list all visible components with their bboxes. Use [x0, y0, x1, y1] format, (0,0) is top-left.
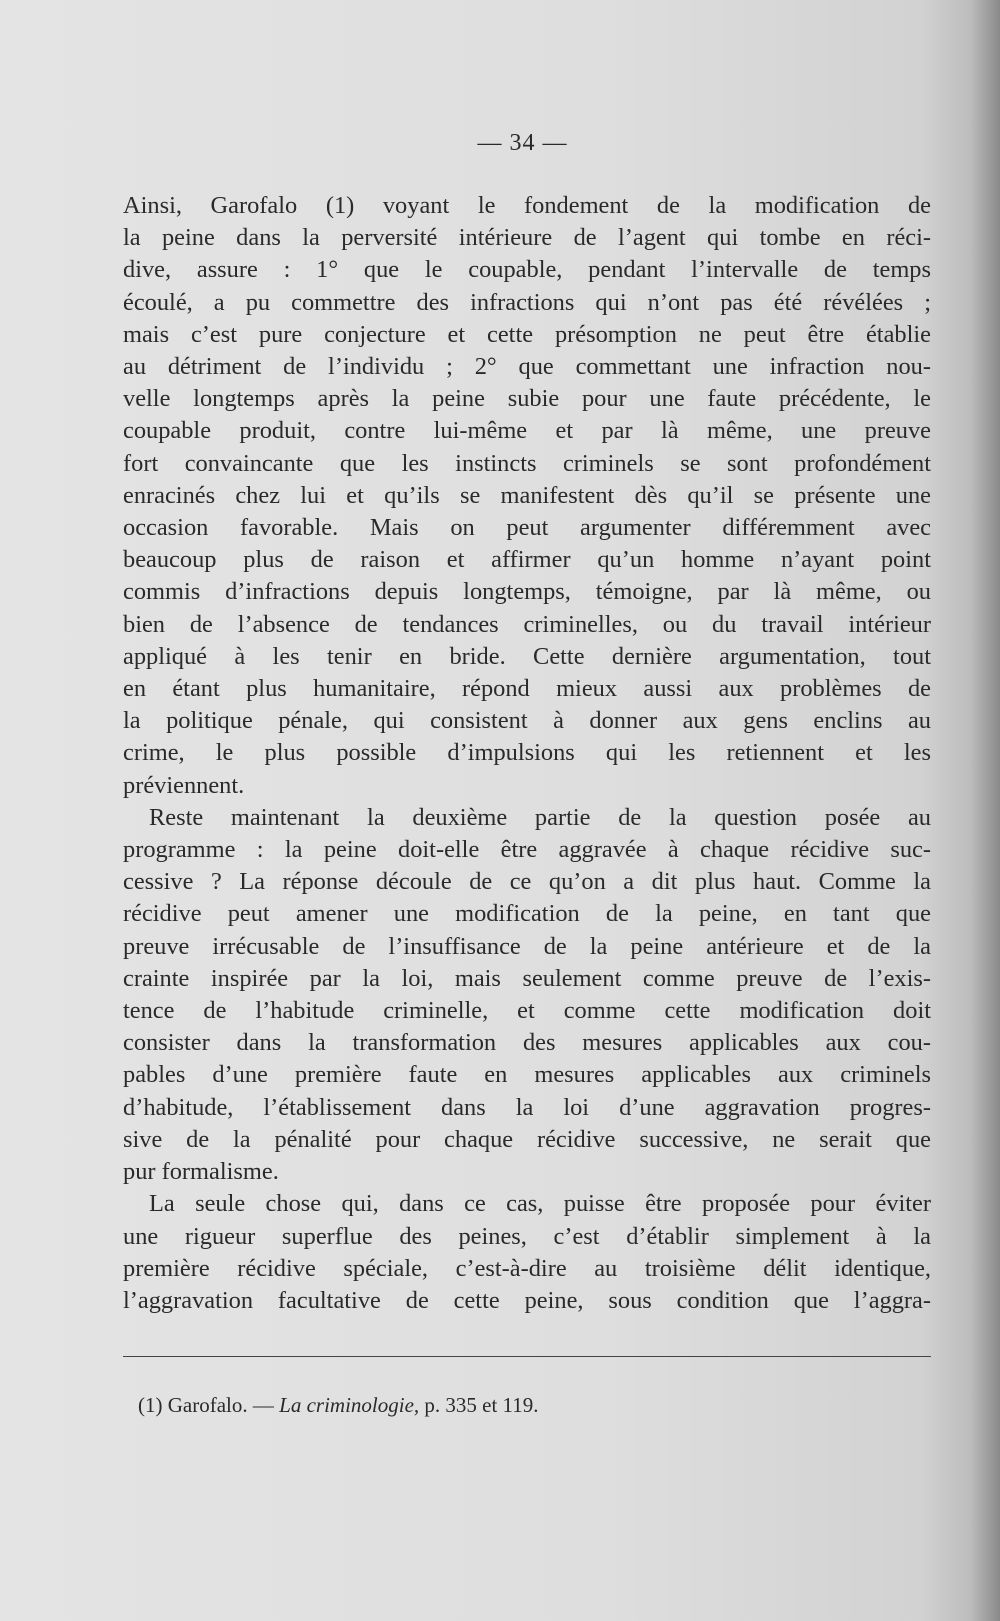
- text-line: crainte inspirée par la loi, mais seulement comme preuve de l’exis-: [123, 964, 931, 992]
- text-line: bien de l’absence de tendances criminelles, ou du travail intérieur: [123, 610, 931, 638]
- text-line: la politique pénale, qui consistent à donner aux gens enclins au: [123, 707, 931, 735]
- text-line: enracinés chez lui et qu’ils se manifestent dès qu’il se présente une: [123, 481, 931, 509]
- text-line: appliqué à les tenir en bride. Cette dernière argumentation, tout: [123, 642, 931, 670]
- text-line: en étant plus humanitaire, répond mieux aussi aux problèmes de: [123, 675, 931, 703]
- footnote-separator: [123, 1356, 931, 1357]
- text-line: au détriment de l’individu ; 2° que commettant une infraction nou-: [123, 353, 931, 381]
- paragraph: [123, 802, 931, 1188]
- text-line: la peine dans la perversité intérieure de l’agent qui tombe en réci-: [123, 224, 931, 252]
- paragraph: [123, 1188, 931, 1317]
- text-line: La seule chose qui, dans ce cas, puisse être proposée pour éviter: [149, 1190, 931, 1218]
- text-line: d’habitude, l’établissement dans la loi d’une aggravation progres-: [123, 1093, 931, 1121]
- text-line: écoulé, a pu commettre des infractions qui n’ont pas été révélées ;: [123, 288, 931, 316]
- text-line: beaucoup plus de raison et affirmer qu’un homme n’ayant point: [123, 546, 931, 574]
- text-line: une rigueur superflue des peines, c’est d’établir simplement à la: [123, 1222, 931, 1250]
- body-text: [123, 190, 931, 1317]
- text-line: tence de l’habitude criminelle, et comme cette modification doit: [123, 997, 931, 1025]
- text-line: commis d’infractions depuis longtemps, témoigne, par là même, ou: [123, 578, 931, 606]
- footnote-author: Garofalo. —: [167, 1393, 274, 1417]
- text-line: preuve irrécusable de l’insuffisance de la peine antérieure et de la: [123, 932, 931, 960]
- footnote-pages: p. 335 et 119.: [424, 1393, 539, 1417]
- text-line: première récidive spéciale, c’est-à-dire au troisième délit identique,: [123, 1254, 931, 1282]
- page-number: — 34 —: [477, 130, 568, 156]
- page-edge-shadow: [970, 0, 1000, 1621]
- text-line: coupable produit, contre lui-même et par là même, une preuve: [123, 417, 931, 445]
- text-line: dive, assure : 1° que le coupable, pendant l’intervalle de temps: [123, 256, 931, 284]
- text-line: programme : la peine doit-elle être aggravée à chaque récidive suc-: [123, 836, 931, 864]
- text-line: préviennent.: [123, 771, 245, 799]
- text-line: cessive ? La réponse découle de ce qu’on a dit plus haut. Comme la: [123, 868, 931, 896]
- text-line: mais c’est pure conjecture et cette présomption ne peut être établie: [123, 320, 931, 348]
- paragraph: [123, 190, 931, 802]
- text-line: pables d’une première faute en mesures applicables aux criminels: [123, 1061, 931, 1089]
- footnote-title: La criminologie,: [279, 1393, 420, 1417]
- text-line: fort convaincante que les instincts criminels se sont profondément: [123, 449, 931, 477]
- text-line: occasion favorable. Mais on peut argumenter différemment avec: [123, 514, 931, 542]
- footnote-marker: (1): [138, 1393, 163, 1417]
- text-line: l’aggravation facultative de cette peine, sous condition que l’aggra-: [123, 1286, 931, 1314]
- text-line: crime, le plus possible d’impulsions qui les retiennent et les: [123, 739, 931, 767]
- footnote: [138, 1391, 539, 1419]
- text-line: pur formalisme.: [123, 1158, 279, 1186]
- text-line: sive de la pénalité pour chaque récidive successive, ne serait que: [123, 1125, 931, 1153]
- text-line: consister dans la transformation des mesures applicables aux cou-: [123, 1029, 931, 1057]
- text-line: Reste maintenant la deuxième partie de la question posée au: [149, 803, 931, 831]
- text-line: récidive peut amener une modification de la peine, en tant que: [123, 900, 931, 928]
- text-line: velle longtemps après la peine subie pour une faute précédente, le: [123, 385, 931, 413]
- text-line: Ainsi, Garofalo (1) voyant le fondement de la modification de: [123, 192, 931, 219]
